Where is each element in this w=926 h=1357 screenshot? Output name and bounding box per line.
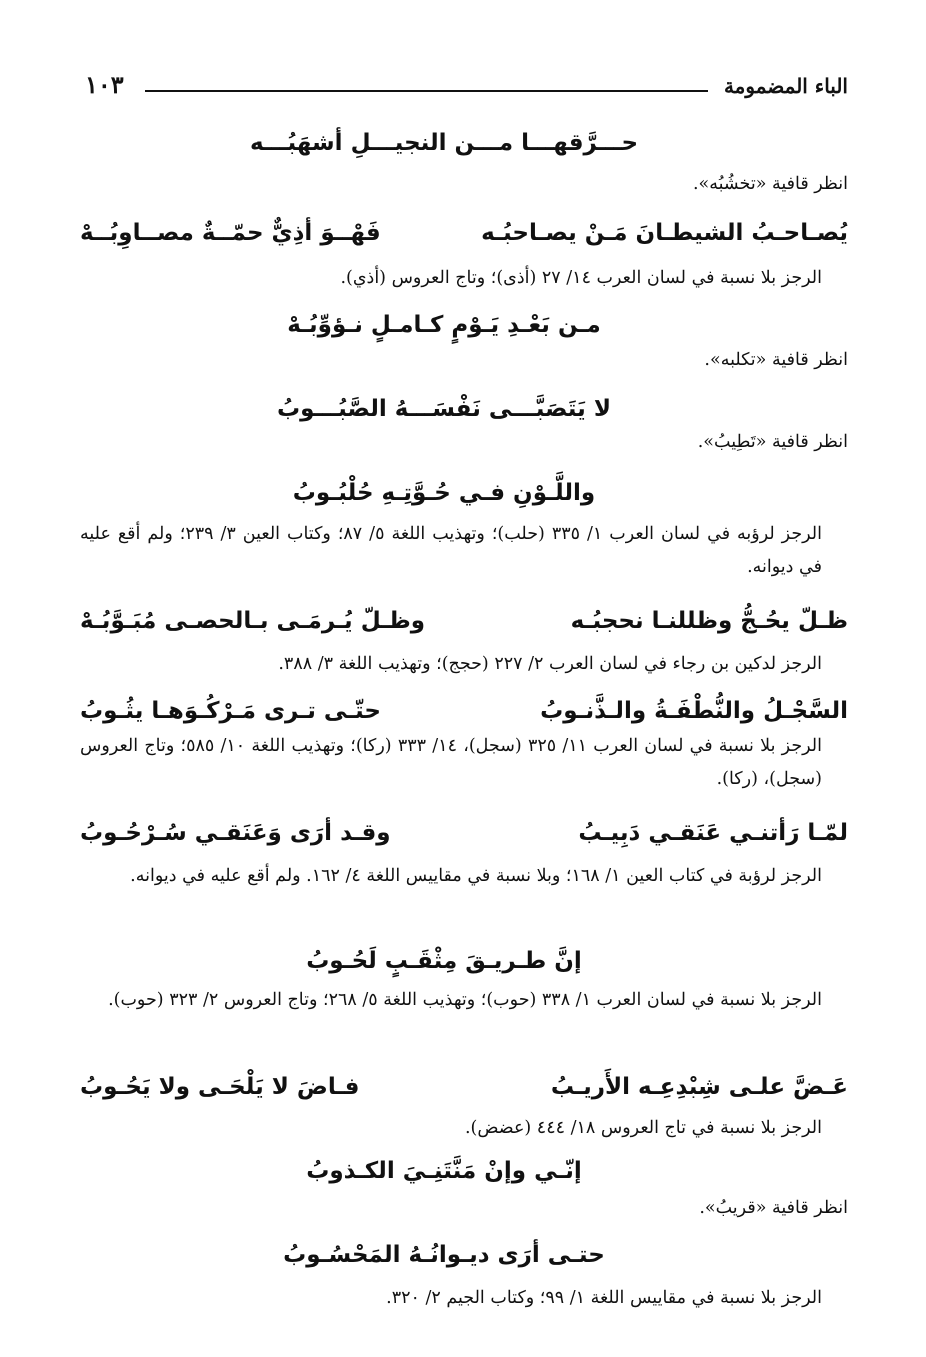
verse-couplet xyxy=(80,1068,848,1106)
note: الرجز بلا نسبة في لسان العرب ١١/ ٣٢٥ (سجل)، ١٤/ ٣٣٣ (ركا)؛ وتهذيب اللغة ١٠/ ٥٨٥؛ وتاج العروس (سجل)، (ركا). xyxy=(80,736,822,789)
verse-line: مـن بَعْـدِ يَـوْمٍ كـامـلٍ نـؤوِّبُـهْ xyxy=(287,312,601,338)
note: الرجز بلا نسبة في لسان العرب ١/ ٣٣٨ (حوب)؛ وتهذيب اللغة ٥/ ٢٦٨؛ وتاج العروس ٢/ ٣٢٣ (حوب). xyxy=(108,990,822,1010)
note: انظر قافية «تكلبه». xyxy=(704,350,848,370)
verse-couplet xyxy=(80,602,848,640)
verse-couplet xyxy=(80,692,848,730)
verse-line: إنّـي وإنْ مَنَّتَنِـيَ الكـذوبُ xyxy=(306,1158,582,1184)
verse-hemistich-second: فَهْــوَ أذِيٌّ حمّــةٌ مصــاوِبُــهْ xyxy=(80,220,381,246)
verse-hemistich-first: لمّـا رَأتنـي عَنَقـي دَبِيـبُ xyxy=(578,820,848,846)
verse-hemistich-first: ظـلّ يحُـجُّ وظللنـا نحجبُـه xyxy=(570,608,848,634)
note: الرجز بلا نسبة في مقاييس اللغة ١/ ٩٩؛ وكتاب الجيم ٢/ ٣٢٠. xyxy=(386,1288,822,1308)
verse-hemistich-first: يُصـاحـبُ الشيطـانَ مَـنْ يصـاحبُـه xyxy=(481,220,848,246)
verse-line: لا يَتَصَبَّـــى نَفْسَـــهُ الصَّبُـــوبُ xyxy=(277,396,611,422)
verse-hemistich-first: عَـضَّ علـى شِبْدِعِـه الأَريـبُ xyxy=(550,1074,848,1100)
note: الرجز لدكين بن رجاء في لسان العرب ٢/ ٢٢٧ (حجج)؛ وتهذيب اللغة ٣/ ٣٨٨. xyxy=(278,654,822,674)
verse-line: واللَّـوْنِ فـي حُـوَّتِـهِ حُلْبُـوبُ xyxy=(292,480,596,506)
verse-hemistich-first: السَّجْـلُ والنُّطْفَـةُ والـذَّنـوبُ xyxy=(540,698,848,724)
verse-line: حتـى أرَى ديـوانُـهُ المَحْسُـوبُ xyxy=(283,1242,605,1268)
note: الرجز لرؤبه في لسان العرب ١/ ٣٣٥ (حلب)؛ وتهذيب اللغة ٥/ ٨٧؛ وكتاب العين ٣/ ٢٣٩؛ ولم أقع عليه في ديوانه. xyxy=(80,524,823,577)
verse-couplet xyxy=(80,814,848,852)
note: الرجز لرؤبة في كتاب العين ١/ ١٦٨؛ وبلا نسبة في مقاييس اللغة ٤/ ١٦٢. ولم أقع عليه في ديوانه. xyxy=(130,866,822,886)
verse-couplet xyxy=(80,214,848,252)
verse-line: حـــرَّقهـــا مـــن النجيـــلِ أشهَبُـــه xyxy=(249,130,639,156)
note: انظر قافية «تَطِيبُ». xyxy=(697,432,848,452)
note: انظر قافية «تخشُبُه». xyxy=(692,174,848,194)
header-rule xyxy=(145,90,708,92)
running-title: الباء المضمومة xyxy=(723,74,848,98)
note: الرجز بلا نسبة في لسان العرب ١٤/ ٢٧ (أذى)؛ وتاج العروس (أذي). xyxy=(340,268,822,288)
note: الرجز بلا نسبة في تاج العروس ١٨/ ٤٤٤ (عضض). xyxy=(464,1118,822,1138)
verse-hemistich-second: فـاضَ لا يَلْحَـى ولا يَحُـوبُ xyxy=(80,1074,360,1100)
verse-line: إنَّ طـريـقَ مِثْقَـبٍ لَحُـوبُ xyxy=(306,948,582,974)
verse-hemistich-second: وقـد أرَى وَعَنَقـي سُـرْحُـوبُ xyxy=(80,820,391,846)
verse-hemistich-second: وظـلّ يُـرمَـى بـالحصـى مُبَـوَّبُـهْ xyxy=(80,608,426,634)
page-header xyxy=(85,70,848,110)
page-number: ١٠٣ xyxy=(85,70,124,99)
note: انظر قافية «قريبُ». xyxy=(699,1198,848,1218)
verse-hemistich-second: حتّـى تـرى مَـرْكُـوَهـا يثُـوبُ xyxy=(80,698,381,724)
